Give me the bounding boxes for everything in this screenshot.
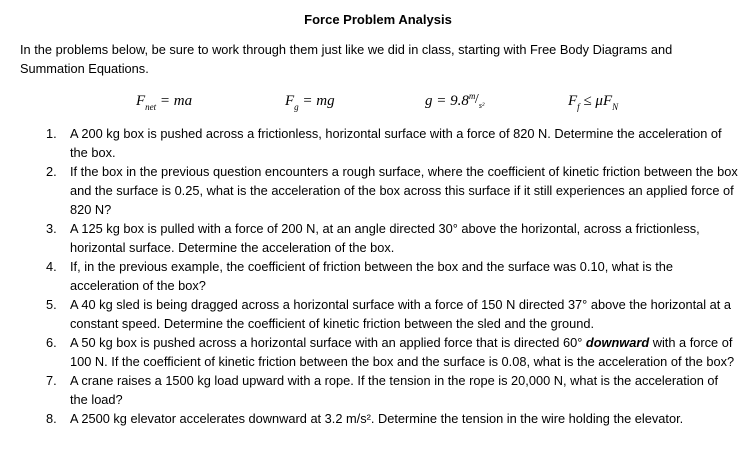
problem-number: 6.	[46, 335, 57, 350]
emphasis-downward: downward	[585, 335, 650, 350]
problem-item	[0, 333, 756, 371]
equation-gravity-force: $F_g$ = mg	[285, 93, 335, 112]
problem-text: If the box in the previous question encounters a rough surface, where the coefficient of kinetic friction between the box and the surface is 0.25, what is the acceleration of the box across this surface if it still experiences an applied force of 820 N?	[70, 164, 738, 217]
problem-number: 3.	[46, 221, 57, 236]
problem-text: A 40 kg sled is being dragged across a horizontal surface with a force of 150 N directed 37° above the horizontal at a constant speed. Determine the coefficient of kinetic friction between the sled and the ground.	[70, 297, 732, 331]
problem-text: A crane raises a 1500 kg load upward with a rope. If the tension in the rope is 20,000 N, what is the acceleration of the load?	[70, 373, 719, 407]
problem-item	[0, 409, 756, 428]
problem-list	[0, 124, 756, 428]
problem-item	[0, 257, 756, 295]
problem-number: 7.	[46, 373, 57, 388]
intro-paragraph: In the problems below, be sure to work through them just like we did in class, starting with Free Body Diagrams and Summation Equations.	[20, 42, 673, 76]
problem-number: 8.	[46, 411, 57, 426]
problem-item	[0, 295, 756, 333]
problem-number: 1.	[46, 126, 57, 141]
problem-number: 4.	[46, 259, 57, 274]
equation-gravity-acceleration: g = 9.8 m / s²	[425, 91, 485, 110]
problem-text: If, in the previous example, the coefficient of friction between the box and the surface was 0.10, what is the acceleration of the box?	[70, 259, 673, 293]
equation-friction: $F_f \le \mu F_N$	[568, 93, 619, 112]
equation-net-force: $F_{net}$ = ma	[136, 93, 193, 112]
problem-text: A 2500 kg elevator accelerates downward at 3.2 m/s². Determine the tension in the wire holding the elevator.	[70, 411, 684, 426]
problem-text: A 200 kg box is pushed across a frictionless, horizontal surface with a force of 820 N. Determine the acceleration of the box.	[70, 126, 722, 160]
problem-number: 2.	[46, 164, 57, 179]
equations-row	[0, 92, 756, 118]
page-title: Force Problem Analysis	[304, 12, 452, 27]
problem-item	[0, 124, 756, 162]
problem-text: A 50 kg box is pushed across a horizontal surface with an applied force that is directed 60° downward with a force of 100 N. If the coefficient of kinetic friction between the box and the surface is 0.08, what is the acceleration of the box?	[70, 335, 735, 369]
problem-text: A 125 kg box is pulled with a force of 200 N, at an angle directed 30° above the horizontal, across a frictionless, horizontal surface. Determine the acceleration of the box.	[70, 221, 700, 255]
problem-item	[0, 162, 756, 219]
problem-item	[0, 219, 756, 257]
problem-number: 5.	[46, 297, 57, 312]
problem-item	[0, 371, 756, 409]
